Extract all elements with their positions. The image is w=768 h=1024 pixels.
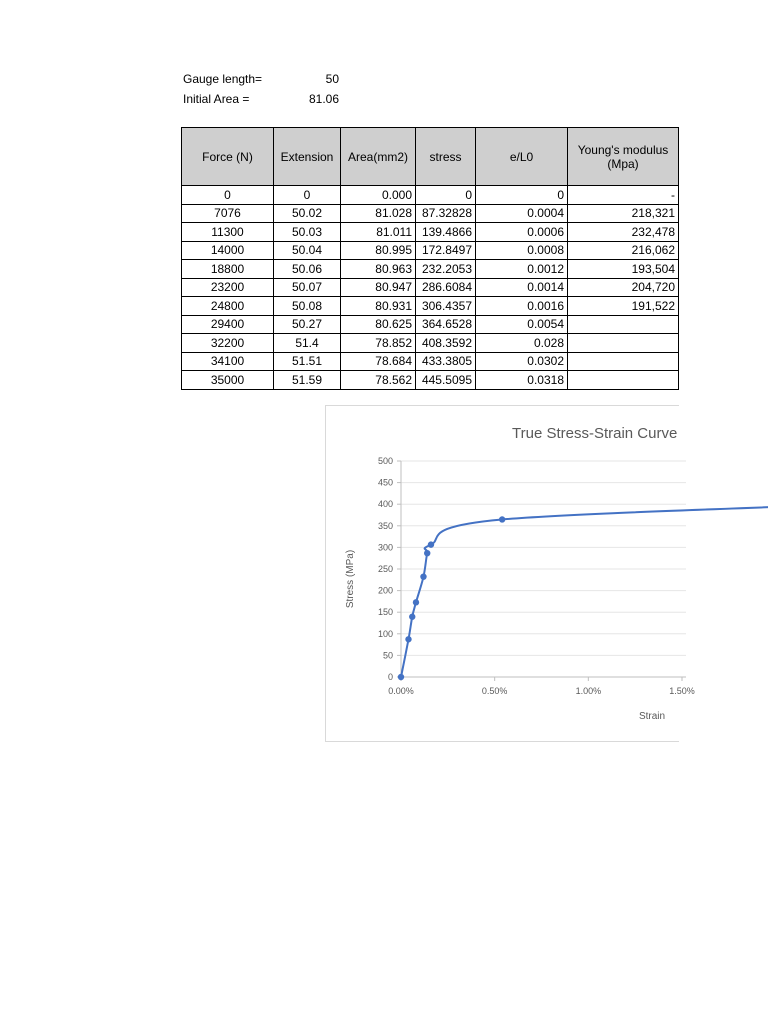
cell-strain: 0.0006 [476,223,568,242]
cell-strain: 0.0302 [476,352,568,371]
y-tick-label: 450 [377,477,393,488]
x-tick-label: 1.50% [669,686,695,696]
cell-strain: 0.0004 [476,204,568,223]
y-axis-label: Stress (MPa) [345,549,356,609]
cell-extension: 50.03 [274,223,341,242]
cell-force: 24800 [182,297,274,316]
cell-youngs-modulus: - [568,186,679,205]
table-row [182,278,679,297]
cell-strain: 0.0016 [476,297,568,316]
header-force: Force (N) [182,128,274,186]
table-row [182,371,679,390]
cell-extension: 50.04 [274,241,341,260]
cell-stress: 0 [416,186,476,205]
y-tick-label: 50 [382,650,393,661]
cell-youngs-modulus [568,371,679,390]
cell-youngs-modulus: 191,522 [568,297,679,316]
cell-youngs-modulus: 193,504 [568,260,679,279]
cell-force: 18800 [182,260,274,279]
chart-title: True Stress-Strain Curve [512,425,678,442]
header-stress: stress [416,128,476,186]
cell-stress: 87.32828 [416,204,476,223]
cell-youngs-modulus [568,315,679,334]
cell-strain: 0.0054 [476,315,568,334]
cell-stress: 408.3592 [416,334,476,353]
cell-area: 81.011 [341,223,416,242]
data-point [413,599,419,605]
y-tick-label: 200 [377,585,393,596]
chart-svg [326,406,695,741]
header-strain: e/L0 [476,128,568,186]
header-extension: Extension [274,128,341,186]
cell-area: 80.947 [341,278,416,297]
cell-youngs-modulus [568,334,679,353]
data-point [499,516,505,522]
initial-area-value: 81.06 [308,92,339,106]
cell-stress: 433.3805 [416,352,476,371]
cell-youngs-modulus: 216,062 [568,241,679,260]
table-row [182,223,679,242]
cell-stress: 445.5095 [416,371,476,390]
cell-youngs-modulus: 232,478 [568,223,679,242]
series-line [401,485,768,677]
cell-stress: 232.2053 [416,260,476,279]
table-row [182,315,679,334]
cell-stress: 286.6084 [416,278,476,297]
y-tick-label: 250 [377,564,393,574]
table-row [182,352,679,371]
cell-force: 29400 [182,315,274,334]
table-row [182,334,679,353]
y-tick-label: 150 [377,607,393,618]
cell-area: 81.028 [341,204,416,223]
gauge-length-label: Gauge length= [183,72,263,86]
y-tick-label: 400 [377,499,393,510]
cell-youngs-modulus [568,352,679,371]
cell-extension: 51.59 [274,371,341,390]
cell-strain: 0.028 [476,334,568,353]
cell-stress: 364.6528 [416,315,476,334]
cell-extension: 0 [274,186,341,205]
cell-force: 34100 [182,352,274,371]
y-tick-label: 300 [377,542,393,553]
cell-area: 78.684 [341,352,416,371]
y-tick-label: 0 [387,672,393,682]
x-axis-label: Strain [638,711,666,722]
y-tick-label: 500 [377,456,393,466]
x-tick-label: 0.00% [388,686,414,696]
x-tick-label: 1.00% [575,686,602,696]
data-point [428,541,434,547]
cell-force: 7076 [182,204,274,223]
table-row [182,260,679,279]
table-row [182,241,679,260]
cell-area: 80.995 [341,241,416,260]
cell-strain: 0.0012 [476,260,568,279]
parameters [183,70,339,110]
table-row [182,297,679,316]
cell-extension: 50.27 [274,315,341,334]
cell-strain: 0.0014 [476,278,568,297]
cell-force: 14000 [182,241,274,260]
gauge-length-value: 50 [325,72,339,86]
data-point [398,674,404,680]
cell-strain: 0.0318 [476,371,568,390]
cell-extension: 50.07 [274,278,341,297]
header-area: Area(mm2) [341,128,416,186]
cell-area: 80.931 [341,297,416,316]
cell-youngs-modulus: 218,321 [568,204,679,223]
cell-area: 78.852 [341,334,416,353]
cell-youngs-modulus: 204,720 [568,278,679,297]
cell-stress: 139.4866 [416,223,476,242]
cell-area: 80.963 [341,260,416,279]
gauge-length-row [183,70,339,90]
cell-area: 80.625 [341,315,416,334]
cell-extension: 51.4 [274,334,341,353]
initial-area-row [183,90,339,110]
cell-area: 0.000 [341,186,416,205]
data-point [409,614,415,620]
cell-stress: 306.4357 [416,297,476,316]
cell-extension: 50.02 [274,204,341,223]
y-tick-label: 100 [377,628,393,639]
y-tick-label: 350 [377,520,393,531]
cell-stress: 172.8497 [416,241,476,260]
data-table [181,127,679,390]
stress-strain-chart [325,405,695,742]
table-header-row [182,128,679,186]
table-row [182,186,679,205]
cell-extension: 50.06 [274,260,341,279]
initial-area-label: Initial Area = [183,92,250,106]
cell-extension: 51.51 [274,352,341,371]
data-point [420,573,426,579]
header-youngs-modulus: Young's modulus (Mpa) [568,128,679,186]
data-point [405,636,411,642]
cell-extension: 50.08 [274,297,341,316]
cell-force: 23200 [182,278,274,297]
data-point [424,550,430,556]
table-row [182,204,679,223]
x-tick-label: 0.50% [481,686,508,696]
cell-force: 11300 [182,223,274,242]
cell-force: 32200 [182,334,274,353]
cell-strain: 0 [476,186,568,205]
cell-area: 78.562 [341,371,416,390]
cell-force: 0 [182,186,274,205]
cell-strain: 0.0008 [476,241,568,260]
cell-force: 35000 [182,371,274,390]
